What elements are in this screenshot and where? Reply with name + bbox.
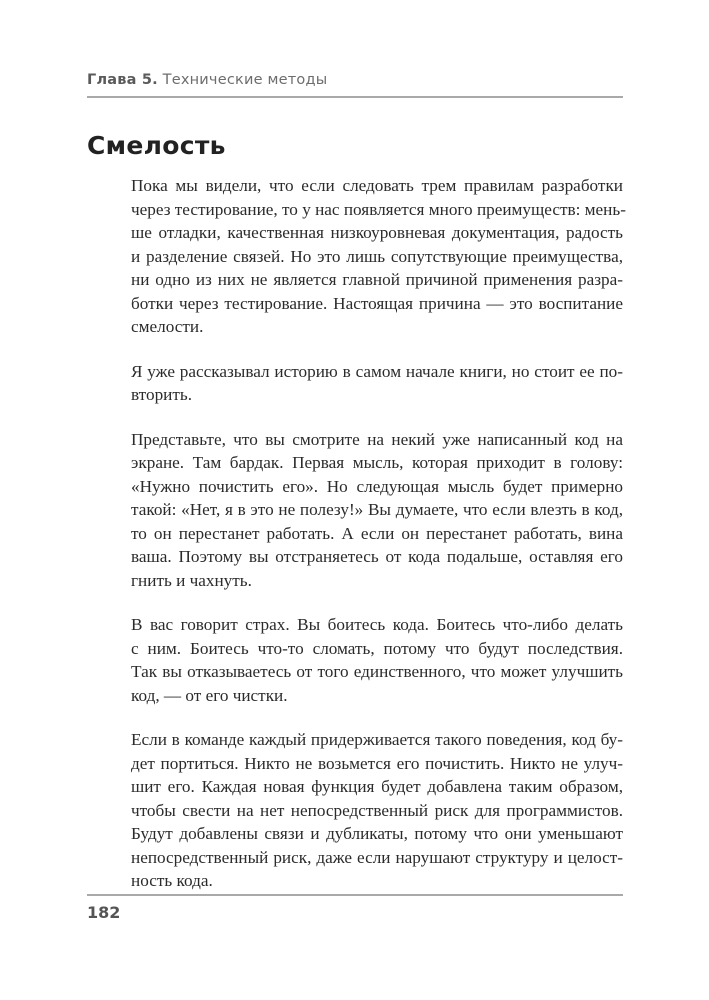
chapter-label: Глава 5. bbox=[87, 72, 158, 88]
text-line: ботки через тестирование. Настоящая причина — это воспитание bbox=[131, 293, 623, 313]
text-line: Представьте, что вы смотрите на некий уже написанный код на bbox=[131, 429, 623, 449]
paragraph bbox=[131, 174, 626, 339]
text-line: вторить. bbox=[131, 385, 193, 404]
text-line: Если в команде каждый придерживается такого поведения, код бу- bbox=[131, 730, 623, 749]
text-line: Я уже рассказывал историю в самом начале книги, но стоит ее по- bbox=[131, 361, 623, 381]
text-line: ность кода. bbox=[131, 871, 213, 890]
text-line: ваша. Поэтому вы отстраняетесь от кода подальше, оставляя его bbox=[131, 547, 623, 566]
text-line: ше отладки, качественная низкоуровневая документация, радость bbox=[131, 223, 623, 242]
text-line: и разделение связей. Но это лишь сопутствующие преимущества, bbox=[131, 246, 623, 266]
paragraph bbox=[131, 613, 623, 707]
chapter-title: Технические методы bbox=[162, 72, 328, 88]
text-line: «Нужно почистить его». Но следующая мысль будет примерно bbox=[131, 476, 623, 496]
text-line: код, — от его чистки. bbox=[131, 685, 288, 705]
text-line: шит его. Каждая новая функция будет добавлена таким образом, bbox=[131, 777, 623, 796]
body-text bbox=[131, 174, 626, 914]
text-line: то он перестанет работать. А если он перестанет работать, вина bbox=[131, 523, 623, 543]
text-line: В вас говорит страх. Вы боитесь кода. Боитесь что-либо делать bbox=[131, 615, 623, 634]
text-line: Так вы отказываетесь от того единственного, что может улучшить bbox=[131, 662, 623, 681]
text-line: непосредственный риск, даже если нарушают структуру и целост- bbox=[131, 847, 623, 867]
paragraph bbox=[131, 728, 623, 893]
text-line: через тестирование, то у нас появляется много преимуществ: мень- bbox=[131, 199, 626, 219]
paragraph bbox=[131, 428, 623, 593]
text-line: с ним. Боитесь что-то сломать, потому что будут последствия. bbox=[131, 638, 623, 658]
text-line: смелости. bbox=[131, 317, 204, 336]
text-line: такой: «Нет, я в это не полезу!» Вы думаете, что если влезть в код, bbox=[131, 500, 623, 519]
text-line: гнить и чахнуть. bbox=[131, 570, 252, 590]
text-line: Пока мы видели, что если следовать трем правилам разработки bbox=[131, 176, 623, 195]
text-line: Будут добавлены связи и дубликаты, потому что они уменьшают bbox=[131, 824, 623, 843]
text-line: ни одно из них не является главной причиной применения разра- bbox=[131, 270, 623, 289]
paragraph bbox=[131, 360, 623, 407]
section-title: Смелость bbox=[87, 131, 226, 160]
running-head bbox=[87, 72, 327, 88]
text-line: экране. Там бардак. Первая мысль, которая приходит в голову: bbox=[131, 453, 623, 472]
text-line: чтобы свести на нет непосредственный риск для программистов. bbox=[131, 800, 623, 820]
text-line: дет портиться. Никто не возьмется его почистить. Никто не улуч- bbox=[131, 753, 623, 773]
page-number: 182 bbox=[87, 903, 121, 922]
header-rule bbox=[87, 96, 623, 98]
footer-rule bbox=[87, 894, 623, 896]
